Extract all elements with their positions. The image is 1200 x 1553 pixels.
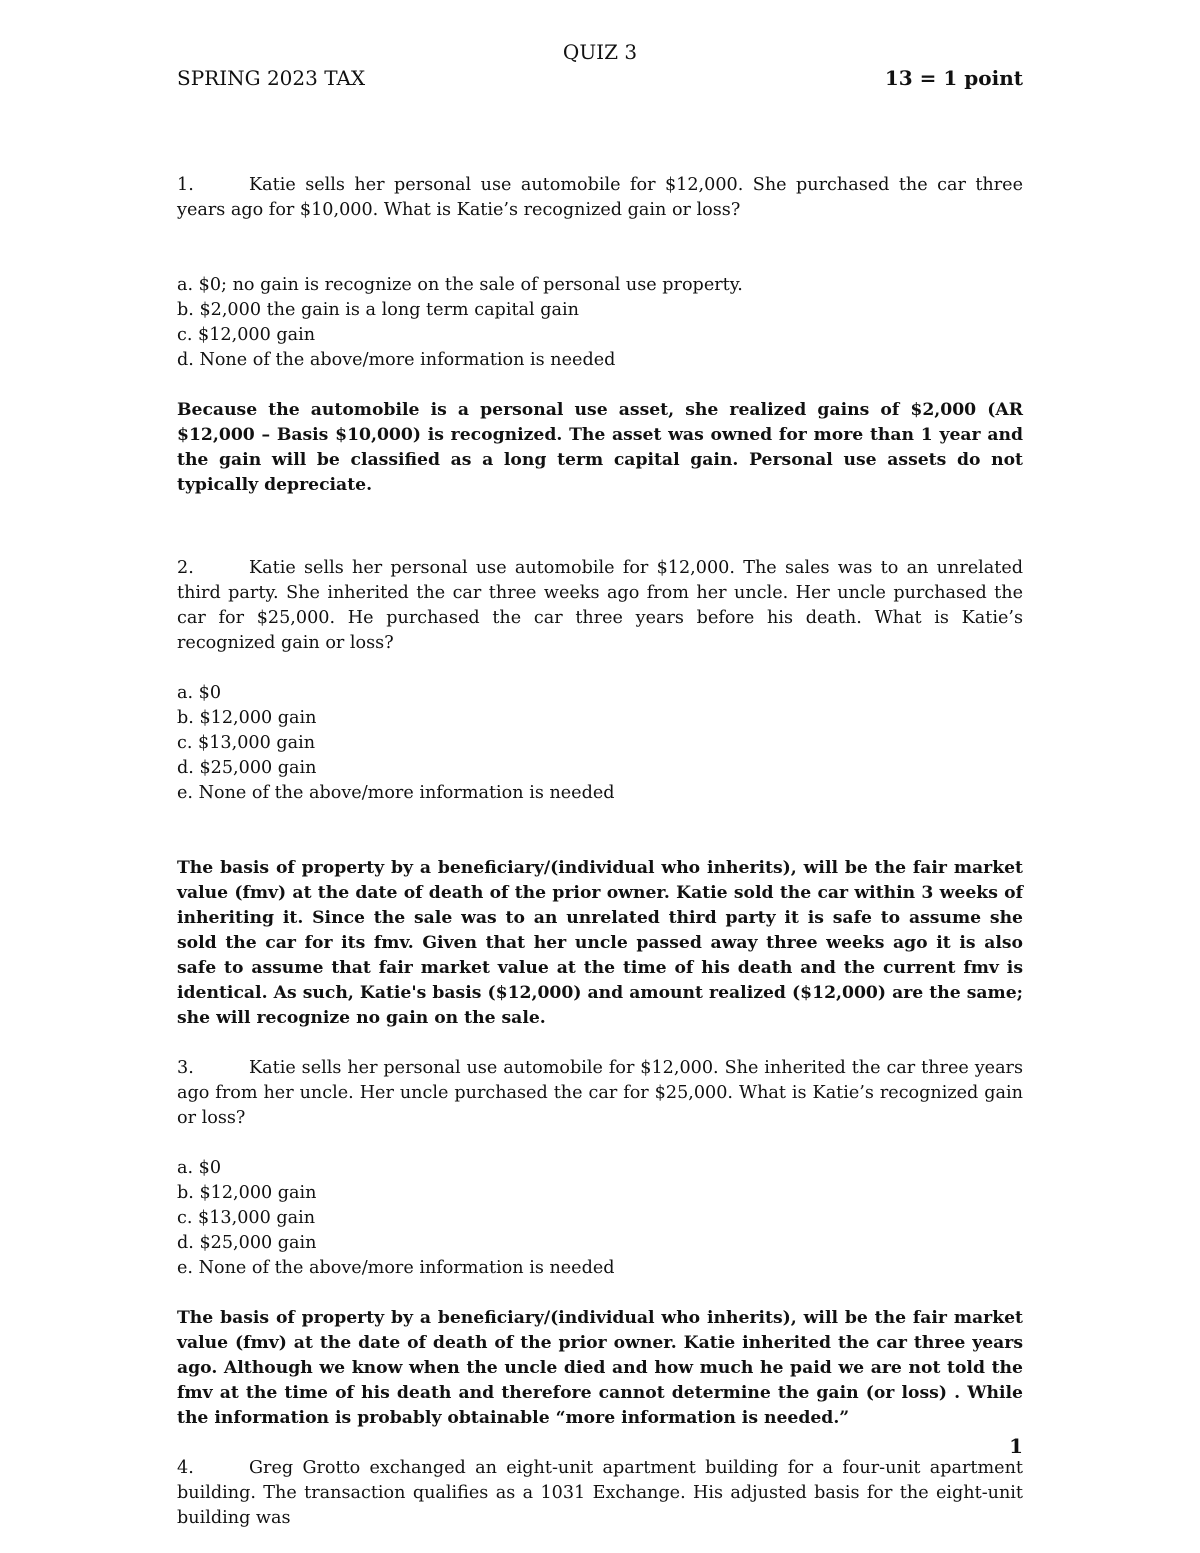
option-item: c. $13,000 gain: [177, 733, 316, 753]
option-item: d. $25,000 gain: [177, 758, 317, 778]
option-item: a. $0: [177, 1158, 222, 1178]
option-item: d. None of the above/more information is needed: [177, 350, 616, 370]
question-2-options: [177, 681, 1023, 806]
question-text: Greg Grotto exchanged an eight-unit apartment building for a four-unit apartment building. The transaction qualifies as a 1031 Exchange. His adjusted basis for the eight-unit building was: [177, 1458, 1023, 1528]
option-item: c. $12,000 gain: [177, 325, 316, 345]
quiz-title: QUIZ 3: [562, 40, 638, 64]
course-label: SPRING 2023 TAX: [177, 66, 366, 90]
question-3-options: [177, 1156, 1023, 1281]
question-number: 3.: [177, 1058, 194, 1078]
question-number: 4.: [177, 1458, 194, 1478]
option-item: a. $0: [177, 683, 222, 703]
question-number: 2.: [177, 558, 194, 578]
question-number: 1.: [177, 175, 194, 195]
quiz-content: [177, 173, 1023, 1531]
option-item: a. $0; no gain is recognize on the sale of personal use property.: [177, 275, 743, 295]
option-item: b. $12,000 gain: [177, 1183, 317, 1203]
question-1: [177, 173, 1023, 223]
option-item: e. None of the above/more information is needed: [177, 783, 615, 803]
question-4: [177, 1456, 1023, 1531]
question-text: Katie sells her personal use automobile for $12,000. She purchased the car three years ago for $10,000. What is Katie’s recognized gain or loss?: [177, 175, 1023, 220]
question-text: Katie sells her personal use automobile for $12,000. She inherited the car three years ago from her uncle. Her uncle purchased the car for $25,000. What is Katie’s recognized gain or loss?: [177, 1058, 1023, 1128]
points-label: 13 = 1 point: [884, 66, 1023, 90]
option-item: b. $12,000 gain: [177, 708, 317, 728]
answer-explanation-2: The basis of property by a beneficiary/(individual who inherits), will be the fair market value (fmv) at the date of death of the prior owner. Katie sold the car within 3 weeks of inheriting it. Since the sale was to an unrelated third party it is safe to assume she sold the car for its fmv. Given that her uncle passed away three weeks ago it is also safe to assume that fair market value at the time of his death and the current fmv is identical. As such, Katie's basis ($12,000) and amount realized ($12,000) are the same; she will recognize no gain on the sale.: [177, 858, 1023, 1028]
question-3: [177, 1056, 1023, 1131]
option-item: b. $2,000 the gain is a long term capital gain: [177, 300, 579, 320]
answer-explanation-3: The basis of property by a beneficiary/(individual who inherits), will be the fair market value (fmv) at the date of death of the prior owner. Katie inherited the car three years ago. Although we know when the uncle died and how much he paid we are not told the fmv at the time of his death and therefore cannot determine the gain (or loss) . While the information is probably obtainable “more information is needed.”: [177, 1308, 1023, 1428]
question-2: [177, 556, 1023, 656]
option-item: e. None of the above/more information is needed: [177, 1258, 615, 1278]
question-text: Katie sells her personal use automobile for $12,000. The sales was to an unrelated third party. She inherited the car three weeks ago from her uncle. Her uncle purchased the car for $25,000. He purchased the car three years before his death. What is Katie’s recognized gain or loss?: [177, 558, 1023, 653]
question-1-options: [177, 273, 1023, 373]
answer-explanation-1: Because the automobile is a personal use asset, she realized gains of $2,000 (AR $12,000 – Basis $10,000) is recognized. The asset was owned for more than 1 year and the gain will be classified as a long term capital gain. Personal use assets do not typically depreciate.: [177, 400, 1023, 495]
page-number: 1: [1009, 1434, 1023, 1458]
option-item: d. $25,000 gain: [177, 1233, 317, 1253]
option-item: c. $13,000 gain: [177, 1208, 316, 1228]
